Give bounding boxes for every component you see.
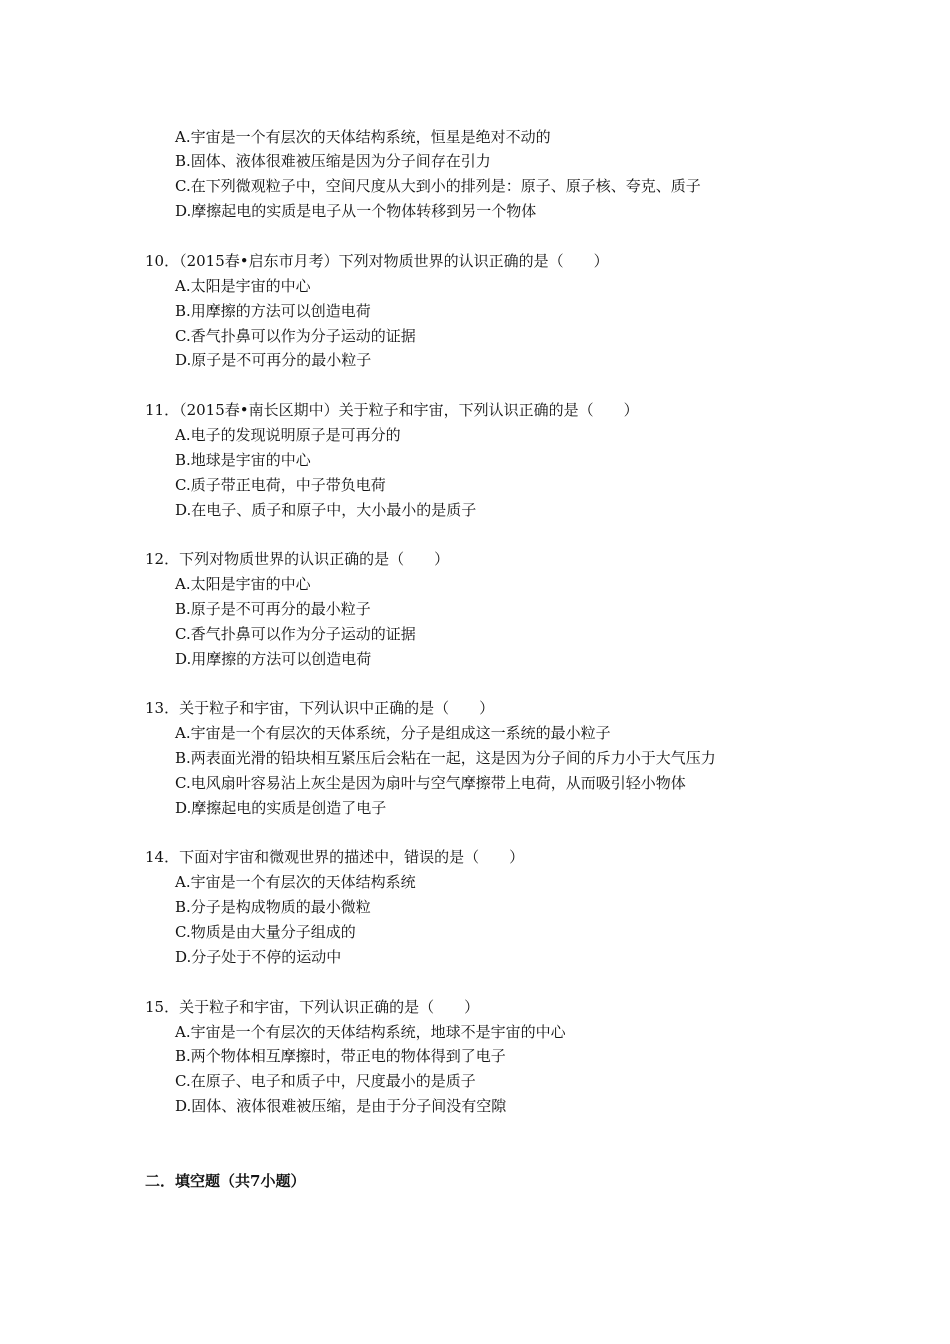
q14-stem: 14．下面对宇宙和微观世界的描述中，错误的是（ ） bbox=[145, 848, 525, 866]
q15-option-b: B.两个物体相互摩擦时，带正电的物体得到了电子 bbox=[175, 1047, 506, 1065]
q11-option-d: D.在电子、质子和原子中，大小最小的是质子 bbox=[175, 501, 477, 519]
q13-option-b: B.两表面光滑的铅块相互紧压后会粘在一起，这是因为分子间的斥力小于大气压力 bbox=[175, 749, 716, 767]
q10-stem: 10．（2015春•启东市月考）下列对物质世界的认识正确的是（ ） bbox=[145, 252, 609, 270]
q15-stem: 15．关于粒子和宇宙，下列认识正确的是（ ） bbox=[145, 998, 480, 1016]
q14-option-c: C.物质是由大量分子组成的 bbox=[175, 923, 356, 941]
q10-option-b: B.用摩擦的方法可以创造电荷 bbox=[175, 302, 371, 320]
q9-option-a: A.宇宙是一个有层次的天体结构系统，恒星是绝对不动的 bbox=[175, 128, 551, 146]
q12-option-c: C.香气扑鼻可以作为分子运动的证据 bbox=[175, 625, 416, 643]
section-title-fill-in: 二．填空题（共7小题） bbox=[145, 1172, 306, 1190]
q15-option-a: A.宇宙是一个有层次的天体结构系统，地球不是宇宙的中心 bbox=[175, 1023, 566, 1041]
q12-option-b: B.原子是不可再分的最小粒子 bbox=[175, 600, 371, 618]
q14-option-b: B.分子是构成物质的最小微粒 bbox=[175, 898, 371, 916]
q12-option-a: A.太阳是宇宙的中心 bbox=[175, 575, 311, 593]
q11-option-a: A.电子的发现说明原子是可再分的 bbox=[175, 426, 401, 444]
q13-option-a: A.宇宙是一个有层次的天体系统，分子是组成这一系统的最小粒子 bbox=[175, 724, 611, 742]
q12-stem: 12．下列对物质世界的认识正确的是（ ） bbox=[145, 550, 450, 568]
q11-option-b: B.地球是宇宙的中心 bbox=[175, 451, 311, 469]
q14-option-a: A.宇宙是一个有层次的天体结构系统 bbox=[175, 873, 416, 891]
q10-option-d: D.原子是不可再分的最小粒子 bbox=[175, 351, 372, 369]
q10-option-c: C.香气扑鼻可以作为分子运动的证据 bbox=[175, 327, 416, 345]
q15-option-d: D.固体、液体很难被压缩，是由于分子间没有空隙 bbox=[175, 1097, 507, 1115]
q9-option-d: D.摩擦起电的实质是电子从一个物体转移到另一个物体 bbox=[175, 202, 537, 220]
q13-option-c: C.电风扇叶容易沾上灰尘是因为扇叶与空气摩擦带上电荷，从而吸引轻小物体 bbox=[175, 774, 686, 792]
q11-stem: 11．（2015春•南长区期中）关于粒子和宇宙，下列认识正确的是（ ） bbox=[145, 401, 639, 419]
q11-option-c: C.质子带正电荷，中子带负电荷 bbox=[175, 476, 386, 494]
q13-option-d: D.摩擦起电的实质是创造了电子 bbox=[175, 799, 387, 817]
q10-option-a: A.太阳是宇宙的中心 bbox=[175, 277, 311, 295]
q14-option-d: D.分子处于不停的运动中 bbox=[175, 948, 342, 966]
q12-option-d: D.用摩擦的方法可以创造电荷 bbox=[175, 650, 372, 668]
q9-option-c: C.在下列微观粒子中，空间尺度从大到小的排列是：原子、原子核、夸克、质子 bbox=[175, 177, 701, 195]
q13-stem: 13．关于粒子和宇宙，下列认识中正确的是（ ） bbox=[145, 699, 495, 717]
q9-option-b: B.固体、液体很难被压缩是因为分子间存在引力 bbox=[175, 152, 491, 170]
q15-option-c: C.在原子、电子和质子中，尺度最小的是质子 bbox=[175, 1072, 476, 1090]
